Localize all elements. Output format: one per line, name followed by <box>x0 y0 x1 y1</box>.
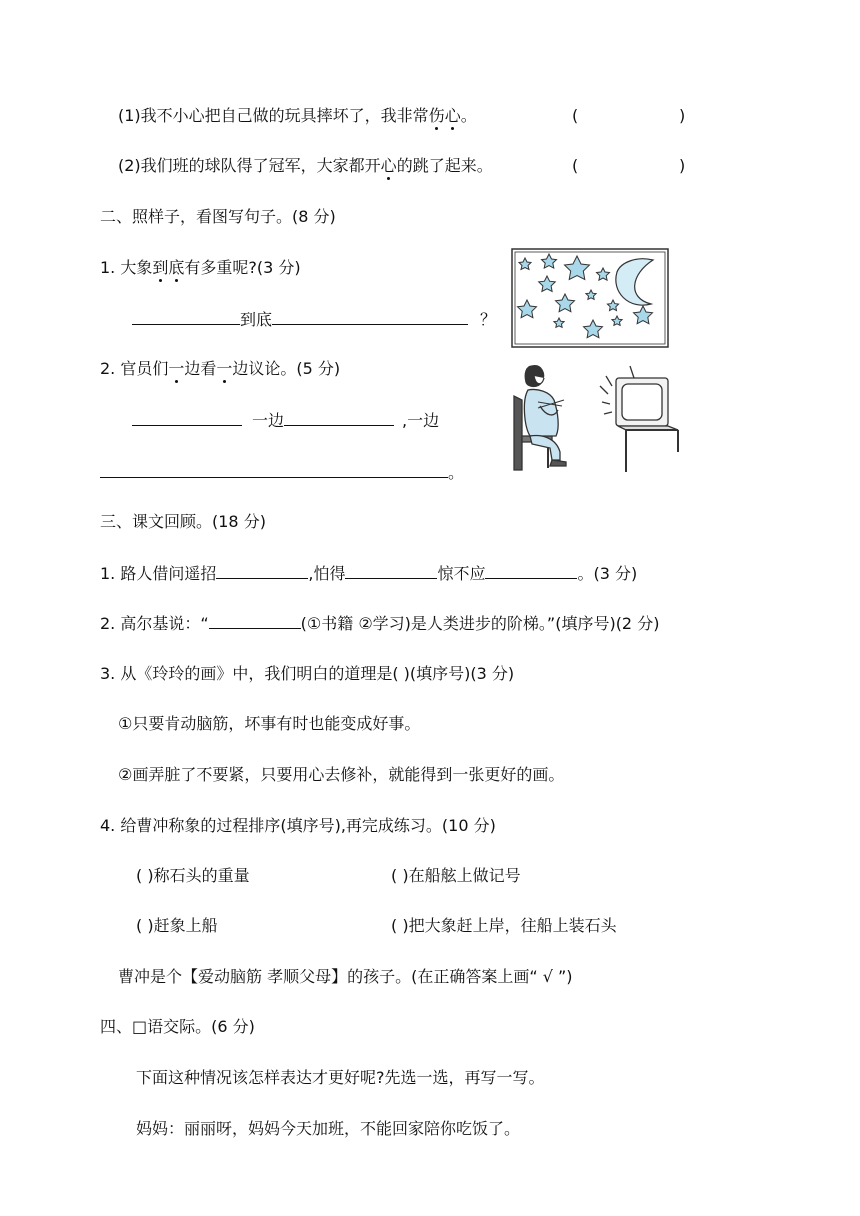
s3-q3-option-1: ①只要肯动脑筋，坏事有时也能变成好事。 <box>118 714 421 733</box>
q-text: ,怕得 <box>308 564 346 583</box>
section-3-heading: 三、课文回顾。(18 分) <box>100 512 266 531</box>
fill-text: 。 <box>448 463 465 482</box>
s3-q2 <box>100 612 659 635</box>
tv-icon <box>600 366 678 472</box>
s2-q2 <box>100 358 340 380</box>
section-4-heading: 四、□语交际。(6 分) <box>100 1017 255 1036</box>
s3-q4-step-4: ( )把大象赶上岸，往船上装石头 <box>391 916 617 935</box>
answer-blank[interactable] <box>272 308 468 325</box>
q-prev-item-2 <box>118 155 493 177</box>
answer-blank[interactable] <box>132 308 240 325</box>
dot-char: 到 <box>152 258 169 277</box>
knitting-tv-picture <box>508 356 688 474</box>
item-text: (2)我们班的球队得了冠军，大家都开 <box>118 156 381 175</box>
answer-blank[interactable] <box>284 409 394 426</box>
q-text: 2. 官员们 <box>100 359 169 378</box>
q-text: 。(3 分) <box>577 564 638 583</box>
fill-text: 一边 <box>252 411 285 430</box>
q-text: 有多重呢?(3 分) <box>184 258 301 277</box>
answer-paren-close: ) <box>679 106 686 125</box>
item-text: 的跳了起来。 <box>396 156 493 175</box>
dot-char: 一 <box>168 359 185 378</box>
answer-blank[interactable] <box>132 409 242 426</box>
s4-dialogue: 妈妈：丽丽呀，妈妈今天加班，不能回家陪你吃饭了。 <box>136 1119 521 1138</box>
s2-q2-fill <box>132 409 439 432</box>
q-text: 边议论。(5 分) <box>232 359 341 378</box>
answer-blank[interactable] <box>209 612 301 629</box>
s3-q3-option-2: ②画弄脏了不要紧，只要用心去修补，就能得到一张更好的画。 <box>118 765 565 784</box>
fill-text: ,一边 <box>402 411 440 430</box>
fill-text: 到底 <box>240 310 273 329</box>
s3-q4: 4. 给曹冲称象的过程排序(填序号),再完成练习。(10 分) <box>100 816 496 835</box>
q-text: 1. 路人借问遥招 <box>100 564 217 583</box>
dot-char: 伤 <box>428 106 445 125</box>
s3-q4-step-2: ( )在船舷上做记号 <box>391 866 521 885</box>
s2-q2-fill-line2 <box>100 461 464 484</box>
q-text: 边看 <box>184 359 217 378</box>
q-text: 1. 大象 <box>100 258 153 277</box>
answer-paren-close: ) <box>679 156 686 175</box>
answer-blank[interactable] <box>345 562 437 579</box>
s2-q1 <box>100 257 301 279</box>
s3-q3: 3. 从《玲玲的画》中，我们明白的道理是( )(填序号)(3 分) <box>100 664 515 683</box>
answer-paren-open: ( <box>572 106 579 125</box>
item-text: (1)我不小心把自己做的玩具摔坏了，我非常 <box>118 106 429 125</box>
item-text: 。 <box>460 106 477 125</box>
night-sky-picture <box>511 248 669 348</box>
q-text: 2. 高尔基说：“ <box>100 614 209 633</box>
dot-char: 底 <box>168 258 185 277</box>
section-2-heading: 二、照样子，看图写句子。(8 分) <box>100 207 336 226</box>
s2-q1-fill <box>132 308 496 331</box>
answer-blank[interactable] <box>485 562 577 579</box>
s3-q4-step-1: ( )称石头的重量 <box>136 866 250 885</box>
q-prev-item-1 <box>118 105 477 127</box>
s3-q4-step-3: ( )赶象上船 <box>136 916 218 935</box>
fill-text: ？ <box>480 310 497 329</box>
dot-char: 心 <box>380 156 397 175</box>
s4-instruction: 下面这种情况该怎样表达才更好呢?先选一选，再写一写。 <box>136 1068 545 1087</box>
answer-paren-open: ( <box>572 156 579 175</box>
q-text: 惊不应 <box>437 564 486 583</box>
answer-blank[interactable] <box>100 461 448 478</box>
s3-q1 <box>100 562 637 585</box>
q-text: (①书籍 ②学习)是人类进步的阶梯。”(填序号)(2 分) <box>300 614 660 633</box>
woman-knitting-icon <box>514 366 566 470</box>
answer-blank[interactable] <box>216 562 308 579</box>
s3-q4-note: 曹冲是个【爱动脑筋 孝顺父母】的孩子。(在正确答案上画“ √ ”) <box>118 967 573 986</box>
dot-char: 一 <box>216 359 233 378</box>
dot-char: 心 <box>444 106 461 125</box>
